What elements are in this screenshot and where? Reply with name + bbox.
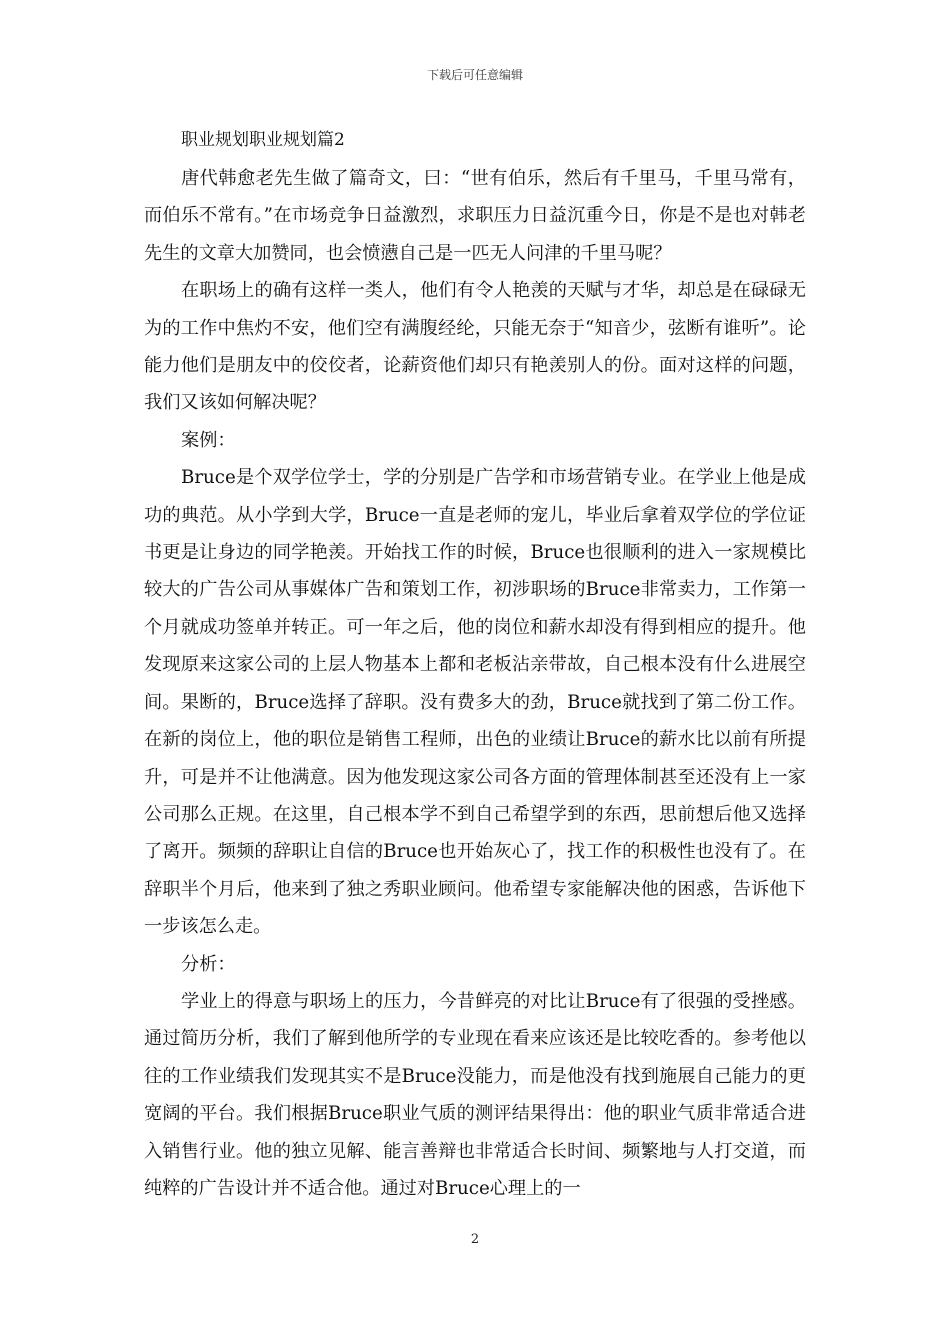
page-number: 2 [470,1232,480,1247]
paragraph-problem: 在职场上的确有这样一类人，他们有令人艳羡的天赋与才华，却总是在碌碌无为的工作中焦灼不安，他们空有满腹经纶，只能无奈于“知音少，弦断有谁听”。论能力他们是朋友中的佼佼者，论薪资他们却只有艳羡别人的份。面对这样的问题，我们又该如何解决呢？ [144,280,806,414]
analysis-label: 分析： [181,953,236,975]
section-title: 职业规划职业规划篇2 [181,130,345,150]
page-header: 下载后可任意编辑 [426,68,523,82]
paragraph-analysis: 学业上的得意与职场上的压力，今昔鲜亮的对比让Bruce有了很强的受挫感。通过简历分析，我们了解到他所学的专业现在看来应该还是比较吃香的。参考他以往的工作业绩我们发现其实不是Bruce没能力，而是他没有找到施展自己能力的更宽阔的平台。我们根据Bruce职业气质的测评结果得出：他的职业气质非常适合进入销售行业。他的独立见解、能言善辩也非常适合长时间、频繁地与人打交道，而纯粹的广告设计并不适合他。通过对Bruce心理上的一 [144,990,806,1199]
document-body [144,122,806,1207]
paragraph-case: Bruce是个双学位学士，学的分别是广告学和市场营销专业。在学业上他是成功的典范。从小学到大学，Bruce一直是老师的宠儿，毕业后拿着双学位的学位证书更是让身边的同学艳羡。开始找工作的时候，Bruce也很顺利的进入一家规模比较大的广告公司从事媒体广告和策划工作，初涉职场的Bruce非常卖力，工作第一个月就成功签单并转正。可一年之后，他的岗位和薪水却没有得到相应的提升。他发现原来这家公司的上层人物基本上都和老板沾亲带故，自己根本没有什么进展空间。果断的，Bruce选择了辞职。没有费多大的劲，Bruce就找到了第二份工作。在新的岗位上，他的职位是销售工程师，出色的业绩让Bruce的薪水比以前有所提升，可是并不让他满意。因为他发现这家公司各方面的管理体制甚至还没有上一家公司那么正规。在这里，自己根本学不到自己希望学到的东西，思前想后他又选择了离开。频频的辞职让自信的Bruce也开始灰心了，找工作的积极性也没有了。在辞职半个月后，他来到了独之秀职业顾问。他希望专家能解决他的困惑，告诉他下一步该怎么走。 [144,467,806,938]
paragraph-intro: 唐代韩愈老先生做了篇奇文，曰：“世有伯乐，然后有千里马，千里马常有，而伯乐不常有。”在市场竞争日益激烈，求职压力日益沉重今日，你是不是也对韩老先生的文章大加赞同，也会愤懑自己是一匹无人问津的千里马呢？ [144,168,806,264]
case-label: 案例： [181,429,236,451]
